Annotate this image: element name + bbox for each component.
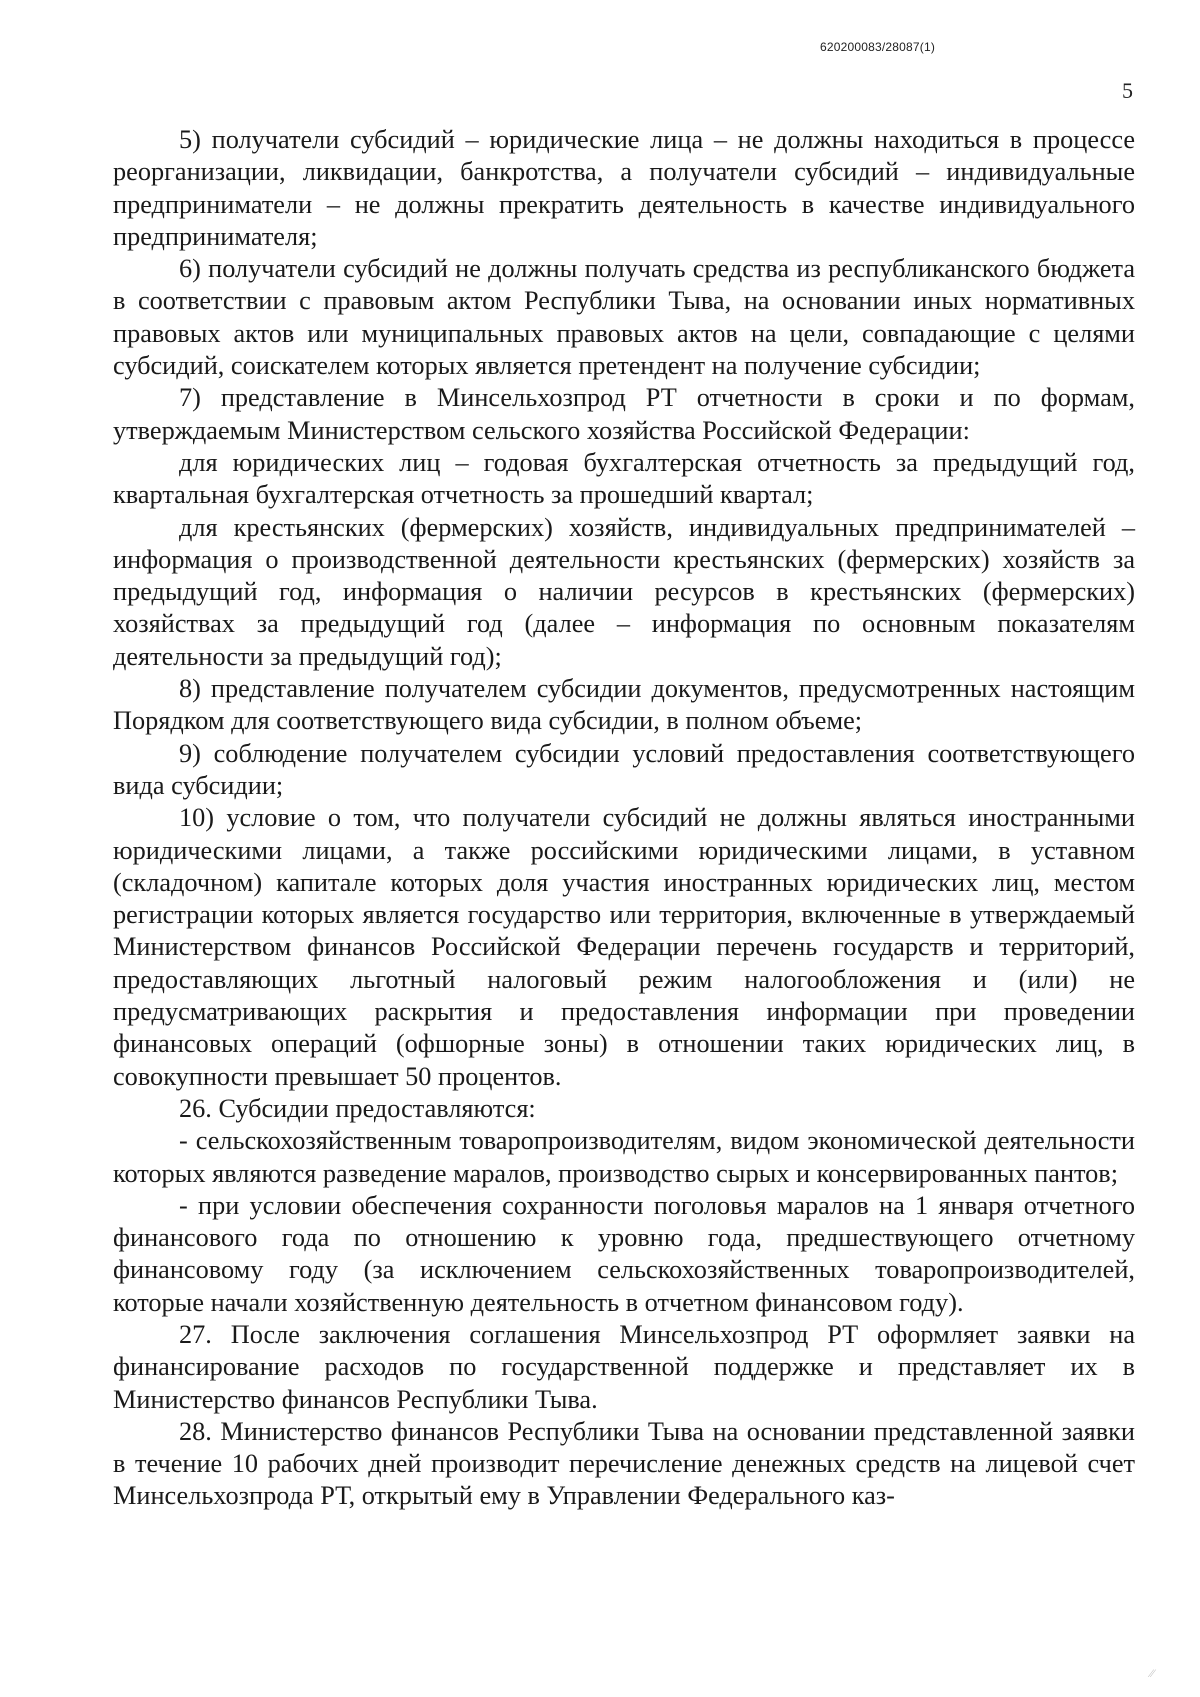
scan-smudge-mark: ⁄⁄ [1150,1666,1155,1680]
paragraph-clause-28: 28. Министерство финансов Республики Тыва на основании представленной заявки в течение 10 рабочих дней производит перечисление денежных средств на лицевой счет Минсельхозпрода РТ, открытый ему в Управлении Федерального каз- [113,1416,1135,1511]
paragraph-item-8: 8) представление получателем субсидии документов, предусмотренных настоящим Порядком для соответствующего вида субсидии, в полном объеме; [113,674,1135,736]
paragraph-clause-27: 27. После заключения соглашения Минсельхозпрод РТ оформляет заявки на финансирование расходов по государственной поддержке и представляет их в Министерство финансов Республики Тыва. [113,1319,1135,1414]
document-body [113,124,1135,1513]
page-number: 5 [1122,78,1133,103]
paragraph-item-6: 6) получатели субсидий не должны получать средства из республиканского бюджета в соответствии с правовым актом Республики Тыва, на основании иных нормативных правовых актов или муниципальных правовых актов на цели, совпадающие с целями субсидий, соискателем которых является претендент на получение субсидии; [113,254,1135,381]
paragraph-clause-26-bullet-2: - при условии обеспечения сохранности поголовья маралов на 1 января отчетного финансового года по отношению к уровню года, предшествующего отчетному финансовому году (за исключением сельскохозяйственных товаропроизводителей, которые начали хозяйственную деятельность в отчетном финансовом году). [113,1190,1135,1317]
paragraph-item-9: 9) соблюдение получателем субсидии условий предоставления соответствующего вида субсидии; [113,738,1135,800]
paragraph-farms: для крестьянских (фермерских) хозяйств, индивидуальных предпринимателей – информация о производственной деятельности крестьянских (фермерских) хозяйств за предыдущий год, информация о наличии ресурсов в крестьянских (фермерских) хозяйствах за предыдущий год (далее – информация по основным показателям деятельности за предыдущий год); [113,512,1135,671]
document-id: 620200083/28087(1) [820,40,936,54]
paragraph-clause-26-bullet-1: - сельскохозяйственным товаропроизводителям, видом экономической деятельности которых являются разведение маралов, производство сырых и консервированных пантов; [113,1126,1135,1188]
paragraph-legal-entities: для юридических лиц – годовая бухгалтерская отчетность за предыдущий год, квартальная бухгалтерская отчетность за прошедший квартал; [113,447,1135,510]
paragraph-item-10: 10) условие о том, что получатели субсидий не должны являться иностранными юридическими лицами, а также российскими юридическими лицами, в уставном (складочном) капитале которых доля участия иностранных юридических лиц, местом регистрации которых является государство или территория, включенные в утверждаемый Министерством финансов Российской Федерации перечень государств и территорий, предоставляющих льготный налоговый режим налогообложения и (или) не предусматривающих раскрытия и предоставления информации при проведении финансовых операций (офшорные зоны) в отношении таких юридических лиц, в совокупности превышает 50 процентов. [113,803,1135,1091]
paragraph-item-5: 5) получатели субсидий – юридические лица – не должны находиться в процессе реорганизации, ликвидации, банкротства, а получатели субсидий – индивидуальные предприниматели – не должны прекратить деятельность в качестве индивидуального предпринимателя; [113,125,1135,251]
paragraph-clause-26: 26. Субсидии предоставляются: [179,1093,536,1123]
paragraph-item-7: 7) представление в Минсельхозпрод РТ отчетности в сроки и по формам, утверждаемым Министерством сельского хозяйства Российской Федерации: [113,383,1135,445]
